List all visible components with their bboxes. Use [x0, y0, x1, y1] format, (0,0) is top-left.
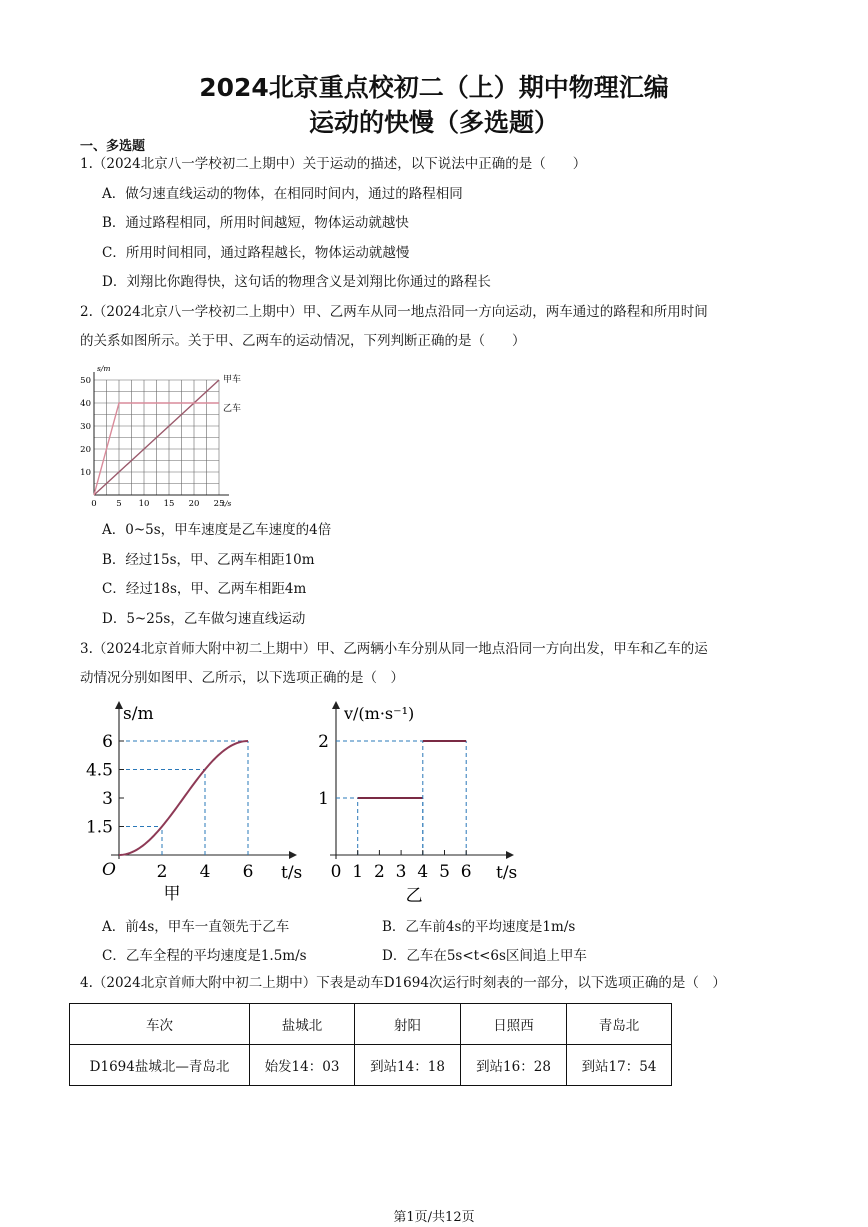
- x-tick-label: 6: [242, 862, 254, 882]
- y-tick-label: 6: [102, 732, 113, 752]
- q2-st-graph: [72, 362, 242, 512]
- q3-yi-vt-graph: [320, 695, 530, 905]
- chart-caption: 乙: [405, 886, 423, 906]
- q4-timetable: [69, 1003, 672, 1086]
- table-cell: 到站16：28: [461, 1045, 567, 1086]
- table-header-cell: 射阳: [355, 1004, 461, 1045]
- chart-caption: 甲: [163, 884, 181, 904]
- q2-option-c: C．经过18s，甲、乙两车相距4m: [102, 581, 307, 597]
- q3-stem-line2: 动情况分别如图甲、乙所示，以下选项正确的是（ ）: [80, 670, 404, 686]
- page-subtitle: 运动的快慢（多选题）: [308, 108, 559, 137]
- x-axis-arrow: [506, 851, 514, 859]
- q2-option-d: D．5~25s，乙车做匀速直线运动: [102, 611, 306, 627]
- x-tick-label: 4: [199, 862, 211, 882]
- x-tick-label: 10: [138, 499, 150, 509]
- table-header-row: [70, 1004, 672, 1045]
- y-tick-label: 30: [80, 422, 91, 432]
- table-header-cell: 盐城北: [250, 1004, 355, 1045]
- y-tick-label: 1: [318, 789, 329, 809]
- x-axis-label: t/s: [496, 863, 518, 883]
- q4-stem: 4.（2024北京首师大附中初二上期中）下表是动车D1694次运行时刻表的一部分，以下选项正确的是（ ）: [80, 975, 726, 991]
- table-cell: 到站14：18: [355, 1045, 461, 1086]
- x-tick-label: 1: [352, 862, 364, 882]
- legend-label: 乙车: [223, 404, 242, 414]
- x-tick-label: 4: [417, 862, 429, 882]
- q2-option-a: A．0~5s，甲车速度是乙车速度的4倍: [102, 522, 332, 538]
- q3-stem-line1: 3.（2024北京首师大附中初二上期中）甲、乙两辆小车分别从同一地点沿同一方向出发，甲车和乙车的运: [80, 641, 708, 657]
- q1-option-b: B．通过路程相同，所用时间越短，物体运动就越快: [102, 215, 409, 231]
- y-tick-label: 10: [80, 468, 91, 478]
- x-tick-label: 15: [163, 499, 175, 509]
- table-header-cell: 日照西: [461, 1004, 567, 1045]
- x-tick-label: 5: [439, 862, 450, 882]
- table-header-cell: 青岛北: [567, 1004, 672, 1045]
- table-header-cell: 车次: [70, 1004, 250, 1045]
- origin-label: O: [102, 860, 116, 880]
- x-tick-label: 5: [116, 499, 122, 509]
- y-axis-label: v/(m·s⁻¹): [344, 704, 415, 723]
- q3-option-a: A．前4s，甲车一直领先于乙车: [102, 919, 290, 935]
- y-tick-label: 3: [102, 789, 113, 809]
- x-tick-label: 6: [460, 862, 472, 882]
- q3-option-c: C．乙车全程的平均速度是1.5m/s: [102, 948, 307, 964]
- y-axis-arrow: [332, 701, 340, 709]
- q2-option-b: B．经过15s，甲、乙两车相距10m: [102, 552, 315, 568]
- x-tick-label: 3: [395, 862, 407, 882]
- table-row: [70, 1045, 672, 1086]
- q1-option-d: D．刘翔比你跑得快，这句话的物理含义是刘翔比你通过的路程长: [102, 274, 491, 290]
- q2-stem-line2: 的关系如图所示。关于甲、乙两车的运动情况，下列判断正确的是（ ）: [80, 333, 526, 349]
- q1-option-a: A．做匀速直线运动的物体，在相同时间内，通过的路程相同: [102, 186, 463, 202]
- x-tick-label: 20: [188, 499, 200, 509]
- section-label: 一、多选题: [80, 139, 146, 154]
- x-tick-label: 0: [91, 499, 97, 509]
- page-footer: 第1页/共12页: [393, 1210, 475, 1225]
- y-tick-label: 4.5: [85, 760, 113, 781]
- y-axis-label: s/m: [123, 704, 154, 724]
- y-axis-label: s/m: [97, 364, 111, 373]
- y-tick-label: 2: [318, 732, 329, 752]
- y-tick-label: 20: [80, 445, 91, 455]
- q3-option-d: D．乙车在5s<t<6s区间追上甲车: [382, 948, 587, 964]
- legend-label: 甲车: [223, 375, 242, 385]
- q3-option-b: B．乙车前4s的平均速度是1m/s: [382, 919, 576, 935]
- table-cell: 始发14：03: [250, 1045, 355, 1086]
- y-tick-label: 40: [80, 399, 91, 409]
- q1-stem: 1.（2024北京八一学校初二上期中）关于运动的描述，以下说法中正确的是（ ）: [80, 156, 587, 172]
- y-axis-arrow: [115, 701, 123, 709]
- x-tick-label: 0: [330, 862, 342, 882]
- q3-jia-st-graph: [85, 695, 305, 905]
- x-tick-label: 2: [373, 862, 385, 882]
- q2-stem-line1: 2.（2024北京八一学校初二上期中）甲、乙两车从同一地点沿同一方向运动，两车通过的路程和所用时间: [80, 304, 708, 320]
- x-axis-arrow: [289, 851, 297, 859]
- y-tick-label: 1.5: [85, 817, 113, 838]
- y-tick-label: 50: [80, 376, 91, 386]
- table-cell: 到站17：54: [567, 1045, 672, 1086]
- x-axis-label: t/s: [281, 863, 303, 883]
- x-tick-label: 2: [156, 862, 168, 882]
- x-axis-label: t/s: [222, 499, 232, 508]
- x-tick-label: 25: [213, 499, 225, 509]
- q1-option-c: C．所用时间相同，通过路程越长，物体运动就越慢: [102, 245, 410, 261]
- table-cell: D1694盐城北—青岛北: [70, 1045, 250, 1086]
- page-title: 2024北京重点校初二（上）期中物理汇编: [199, 73, 669, 102]
